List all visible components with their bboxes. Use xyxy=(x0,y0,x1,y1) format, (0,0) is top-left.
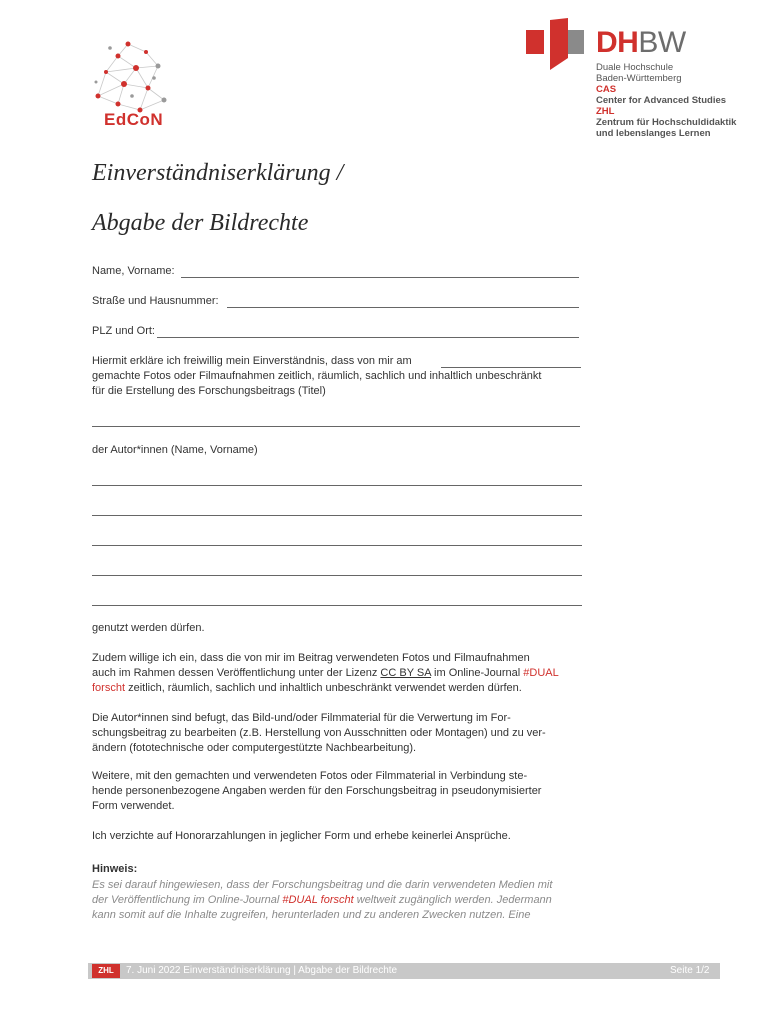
cas-name: Center for Advanced Studies xyxy=(596,95,727,106)
zhl-name-1: Zentrum für Hochschuldidaktik xyxy=(596,117,737,128)
footer-zhl-badge: ZHL xyxy=(92,964,120,978)
footer-page-number: Seite 1/2 xyxy=(670,965,710,976)
hint-line-2-b: weltweit zugänglich werden. Jedermann xyxy=(353,894,552,906)
paragraph-2 xyxy=(92,711,588,756)
paragraph-3-line-a: Weitere, mit den gemachten und verwendeten Fotos oder Filmmaterial in Verbindung ste- xyxy=(92,770,528,782)
hint-line-1: Es sei darauf hingewiesen, dass der Forschungsbeitrag und die darin verwendeten Medien mit xyxy=(92,879,553,891)
city-field-line[interactable] xyxy=(157,337,579,338)
hint-body xyxy=(92,878,588,923)
hint-journal-link[interactable]: #DUAL forscht xyxy=(282,894,354,906)
author-line-5[interactable] xyxy=(92,605,582,606)
license-link[interactable]: CC BY SA xyxy=(380,667,431,679)
hint-line-3: kann somit auf die Inhalte zugreifen, herunterladen und zu anderen Zwecken nutzen. Eine xyxy=(92,909,531,921)
journal-link-dual[interactable]: #DUAL xyxy=(523,667,559,679)
cas-label: CAS xyxy=(596,84,617,95)
used-text: genutzt werden dürfen. xyxy=(92,622,205,634)
consent-intro-cont: gemachte Fotos oder Filmaufnahmen zeitlich, räumlich, sachlich und inhaltlich unbeschränkt xyxy=(92,370,542,382)
document-title-line1: Einverständniserklärung / xyxy=(92,160,344,186)
dhbw-line1: Duale Hochschule xyxy=(596,62,674,73)
paragraph-1-line-b xyxy=(92,666,588,681)
document-title-line2: Abgabe der Bildrechte xyxy=(92,210,309,236)
zhl-name-2: und lebenslanges Lernen xyxy=(596,128,711,139)
name-field-label: Name, Vorname: xyxy=(92,265,175,277)
authors-label: der Autor*innen (Name, Vorname) xyxy=(92,444,258,456)
paragraph-1-line-a: Zudem willige ich ein, dass die von mir im Beitrag verwendeten Fotos und Filmaufnahmen xyxy=(92,652,530,664)
paragraph-3 xyxy=(92,769,588,814)
paragraph-1-text-b: auch im Rahmen dessen Veröffentlichung unter der Lizenz xyxy=(92,667,381,679)
paragraph-1-text-c: im Online-Journal xyxy=(430,667,524,679)
paragraph-3-line-b: hende personenbezogene Angaben werden für den Forschungsbeitrag in pseudonymisierter xyxy=(92,785,542,797)
author-line-3[interactable] xyxy=(92,545,582,546)
author-line-4[interactable] xyxy=(92,575,582,576)
street-field-line[interactable] xyxy=(227,307,579,308)
paragraph-3-line-c: Form verwendet. xyxy=(92,800,175,812)
footer-text: 7. Juni 2022 Einverständniserklärung | Abgabe der Bildrechte xyxy=(126,965,398,976)
city-field-label: PLZ und Ort: xyxy=(92,325,155,337)
consent-intro-end: für die Erstellung des Forschungsbeitrags (Titel) xyxy=(92,385,326,397)
author-line-1[interactable] xyxy=(92,485,582,486)
zhl-label: ZHL xyxy=(596,106,615,117)
hint-line-2-a: der Veröffentlichung im Online-Journal xyxy=(92,894,283,906)
dhbw-wordmark xyxy=(596,28,686,58)
paragraph-2-line-a: Die Autor*innen sind befugt, das Bild-und/oder Filmmaterial für die Verwertung im For- xyxy=(92,712,511,724)
dhbw-wordmark-dh: DH xyxy=(596,26,639,59)
paragraph-4: Ich verzichte auf Honorarzahlungen in jeglicher Form und erhebe keinerlei Ansprüche. xyxy=(92,830,511,842)
paragraph-1-line-c xyxy=(92,681,588,696)
dhbw-wordmark-bw: BW xyxy=(638,26,686,59)
dhbw-line2: Baden-Württemberg xyxy=(596,73,682,84)
dhbw-logo-mark xyxy=(526,18,584,74)
title-field-line[interactable] xyxy=(92,426,580,427)
paragraph-2-line-c: ändern (fototechnische oder computergestützte Nachbearbeitung). xyxy=(92,742,417,754)
author-line-2[interactable] xyxy=(92,515,582,516)
date-field-line[interactable] xyxy=(441,367,581,368)
hint-line-2 xyxy=(92,893,588,908)
paragraph-2-line-b: schungsbeitrag zu bearbeiten (z.B. Herstellung von Ausschnitten oder Montagen) und zu ver- xyxy=(92,727,546,739)
street-field-label: Straße und Hausnummer: xyxy=(92,295,219,307)
name-field-line[interactable] xyxy=(181,277,579,278)
edcon-wordmark: EdCoN xyxy=(104,110,164,129)
dhbw-subtitle-block xyxy=(596,62,736,139)
consent-intro: Hiermit erkläre ich freiwillig mein Einverständnis, dass von mir am xyxy=(92,355,412,367)
paragraph-1 xyxy=(92,651,588,696)
journal-link-forscht[interactable]: forscht xyxy=(92,682,126,694)
hint-title: Hinweis: xyxy=(92,863,138,875)
paragraph-1-text-d: zeitlich, räumlich, sachlich und inhaltlich unbeschränkt verwendet werden dürfen. xyxy=(125,682,522,694)
